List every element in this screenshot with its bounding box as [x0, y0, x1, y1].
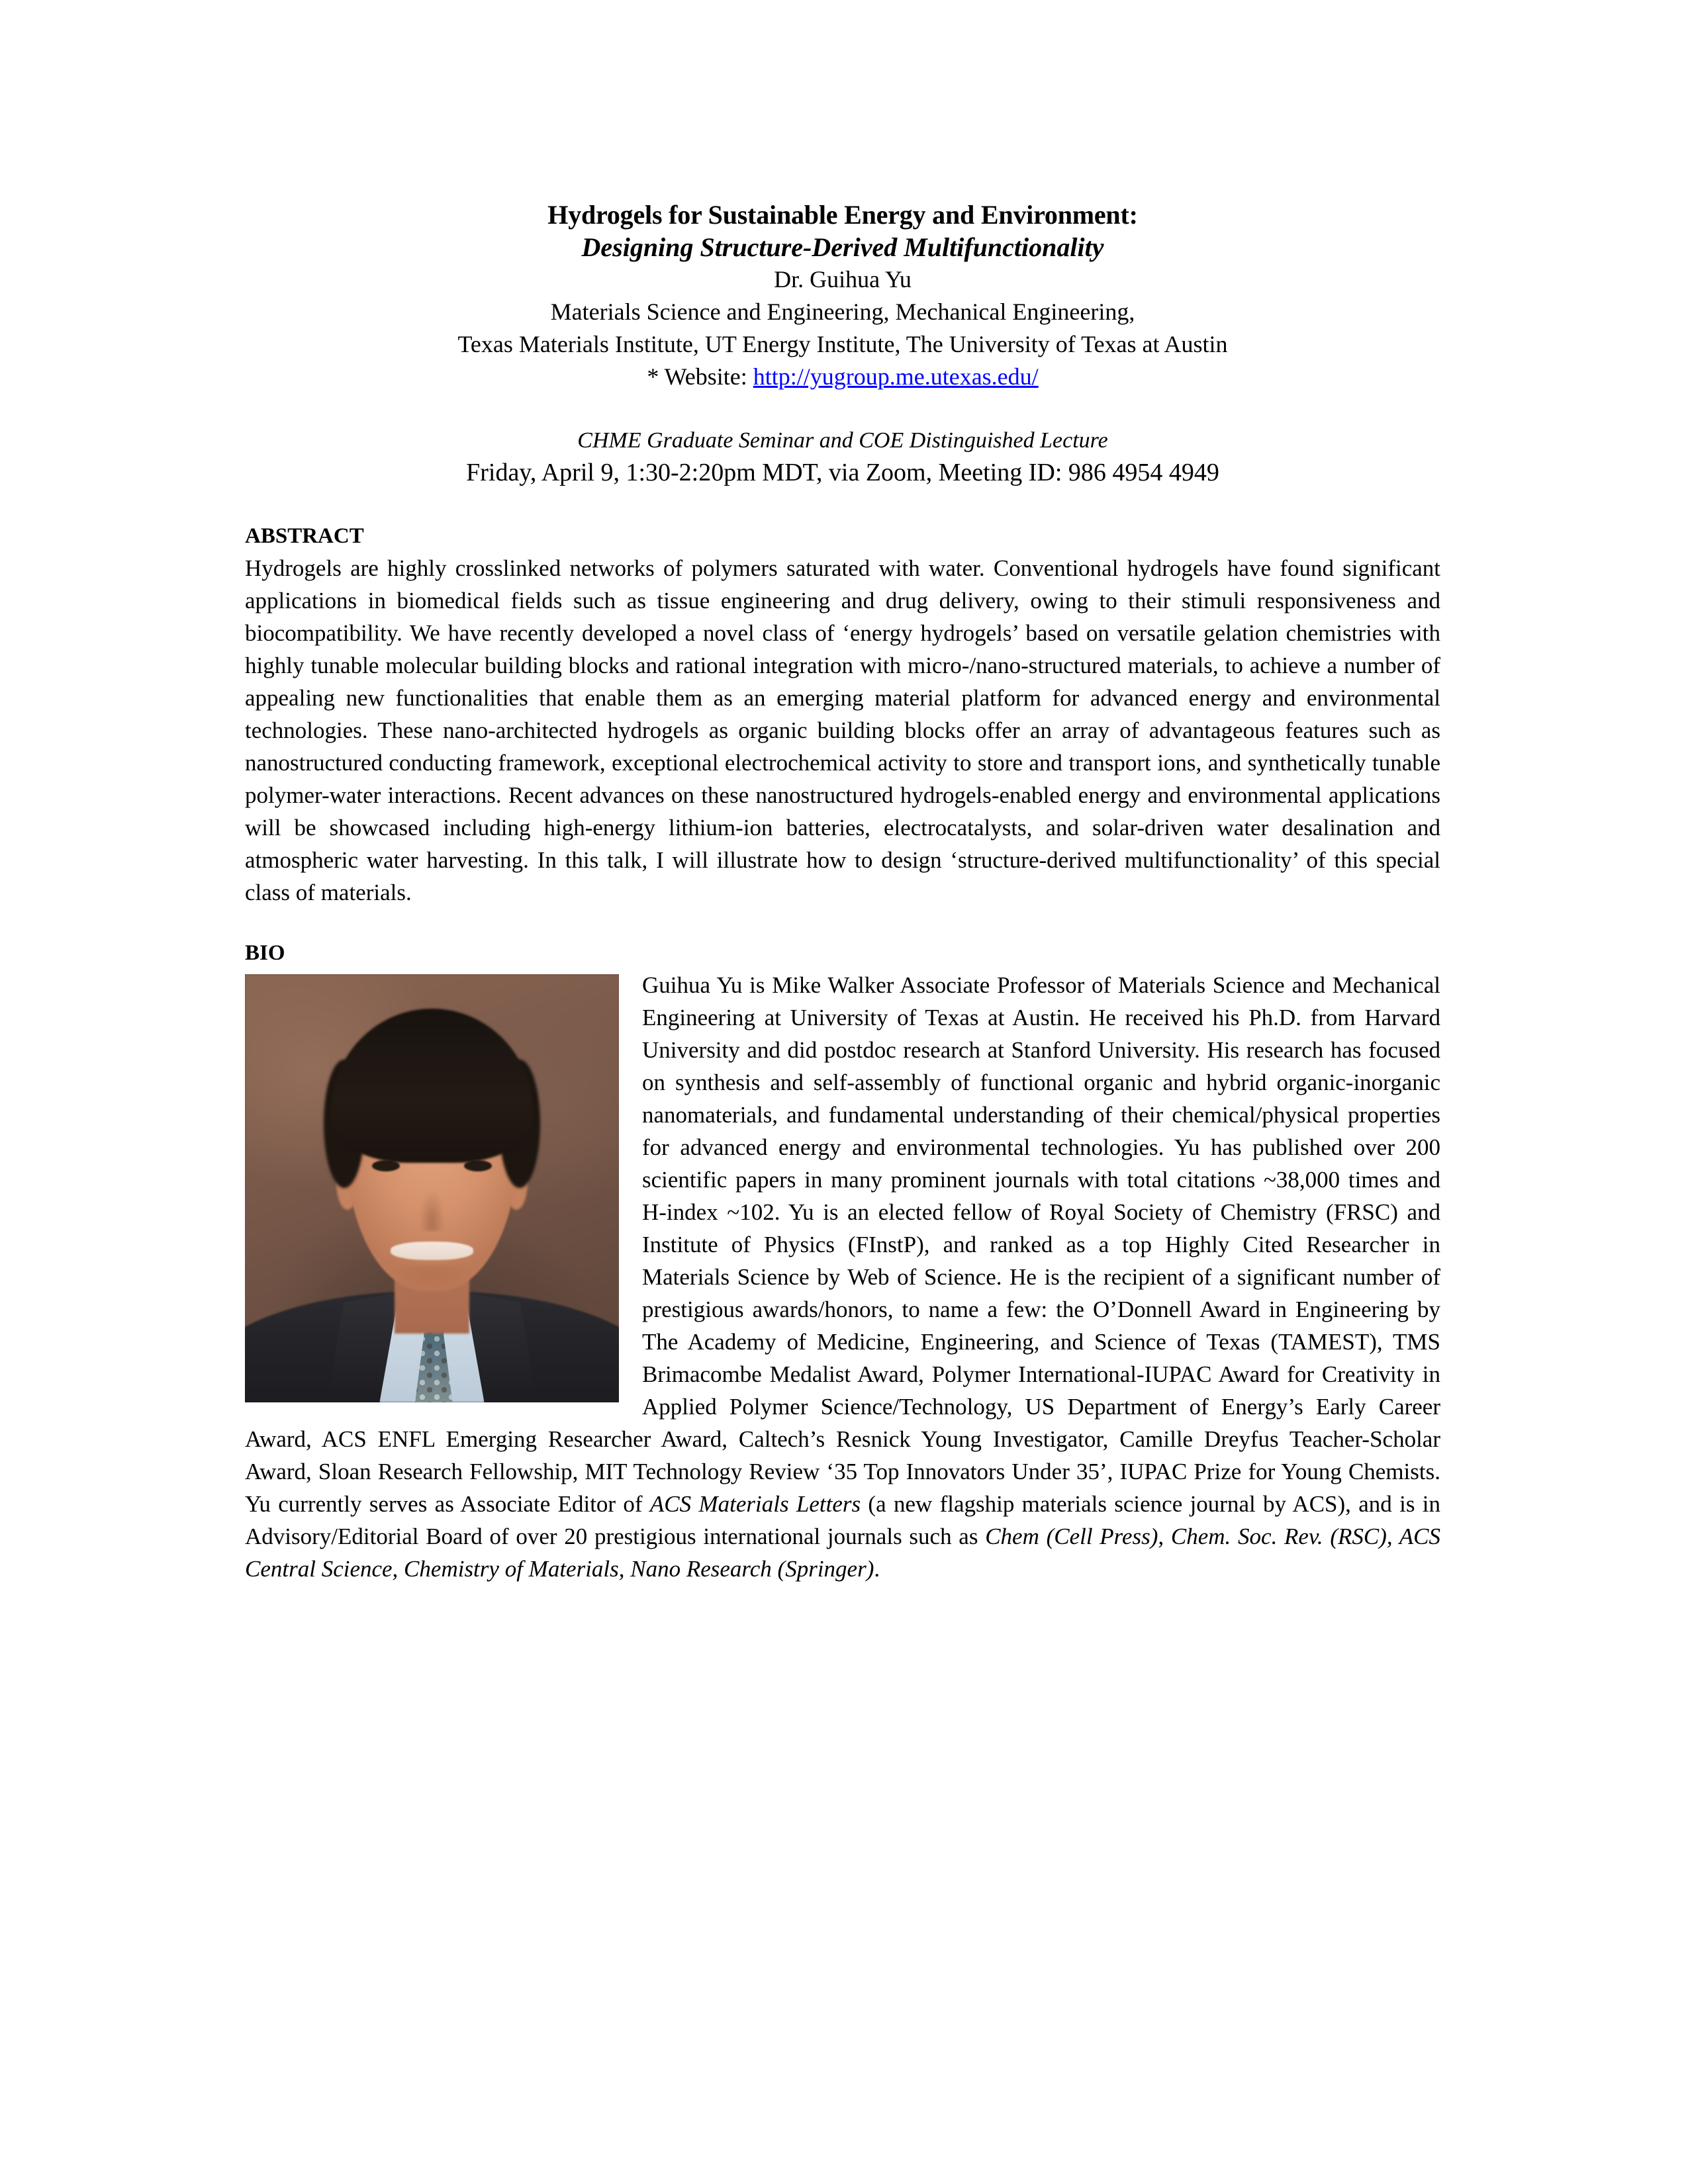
photo-chin-shadow: [387, 1265, 477, 1300]
seminar-series-label: CHME Graduate Seminar and COE Distinguished Lecture: [577, 428, 1108, 453]
page-title-line-2: Designing Structure-Derived Multifunctionality: [581, 232, 1104, 262]
bio-text-part-2: (a new flagship materials science journal by ACS), and is in Advisory/Editorial Board of over 20 prestigious international journals such as: [245, 1491, 1440, 1549]
abstract-body-text: Hydrogels are highly crosslinked networks of polymers saturated with water. Conventional hydrogels have found significant applications in biomedical fields such as tissue engineering and drug delivery, owing to their stimuli responsiveness and biocompatibility. We have recently developed a novel class of ‘energy hydrogels’ based on versatile gelation chemistries with highly tunable molecular building blocks and rational integration with micro-/nano-structured materials, to achieve a number of appealing new functionalities that enable them as an emerging material platform for advanced energy and environmental technologies. These nano-architected hydrogels as organic building blocks offer an array of advantageous features such as nanostructured conducting framework, exceptional electrochemical activity to store and transport ions, and synthetically tunable polymer-water interactions. Recent advances on these nanostructured hydrogels-enabled energy and environmental applications will be showcased including high-energy lithium-ion batteries, electrocatalysts, and solar-driven water desalination and atmospheric water harvesting. In this talk, I will illustrate how to design ‘structure-derived multifunctionality’ of this special class of materials.: [245, 555, 1440, 905]
bio-text-part-1: Guihua Yu is Mike Walker Associate Professor of Materials Science and Mechanical Engineering at University of Texas at Austin. He received his Ph.D. from Harvard University and did postdoc research at Stanford University. His research has focused on synthesis and self-assembly of functional organic and hybrid organic-inorganic nanomaterials, and fundamental understanding of their chemical/physical properties for advanced energy and environmental technologies. Yu has published over 200 scientific papers in many prominent journals with total citations ~38,000 times and H-index ~102. Yu is an elected fellow of Royal Society of Chemistry (FRSC) and Institute of Physics (FInstP), and ranked as a top Highly Cited Researcher in Materials Science by Web of Science. He is the recipient of a significant number of prestigious awards/honors, to name a few: the O’Donnell Award in Engineering by The Academy of Medicine, Engineering, and Science of Texas (TAMEST), TMS Brimacombe Medalist Award, Polymer International-IUPAC Award for Creativity in Applied Polymer Science/Technology, US Department of Energy’s Early Career Award, ACS ENFL Emerging Researcher Award, Caltech’s Resnick Young Investigator, Camille Dreyfus Teacher-Scholar Award, Sloan Research Fellowship, MIT Technology Review ‘35 Top Innovators Under 35’, IUPAC Prize for Young Chemists. Yu currently serves as Associate Editor of: [245, 972, 1440, 1517]
seminar-datetime-and-meeting-id: Friday, April 9, 1:30-2:20pm MDT, via Zoom, Meeting ID: 986 4954 4949: [466, 459, 1219, 486]
document-content: [245, 0, 1440, 1585]
affiliation-line-1: Materials Science and Engineering, Mechanical Engineering,: [550, 298, 1135, 325]
speaker-photo: [245, 974, 619, 1402]
website-label: * Website:: [647, 363, 753, 390]
website-line: [245, 361, 1440, 393]
photo-nose: [419, 1189, 445, 1232]
bio-section: [245, 938, 1440, 1585]
speaker-name: Dr. Guihua Yu: [774, 266, 912, 293]
photo-smile: [391, 1242, 473, 1259]
abstract-section: [245, 521, 1440, 909]
journal-name-acs-materials-letters: ACS Materials Letters: [649, 1491, 861, 1517]
bio-text-part-3: .: [874, 1556, 880, 1582]
abstract-heading: ABSTRACT: [245, 524, 364, 548]
page-title-line-1: Hydrogels for Sustainable Energy and Environment:: [547, 200, 1138, 230]
bio-heading: BIO: [245, 941, 285, 965]
affiliation-line-2: Texas Materials Institute, UT Energy Institute, The University of Texas at Austin: [457, 331, 1228, 357]
journal-name-list: Chem (Cell Press), Chem. Soc. Rev. (RSC), ACS Central Science, Chemistry of Materials, Nano Research (Springer): [245, 1524, 1440, 1582]
seminar-header: [245, 199, 1440, 489]
website-link[interactable]: http://yugroup.me.utexas.edu/: [753, 363, 1039, 390]
